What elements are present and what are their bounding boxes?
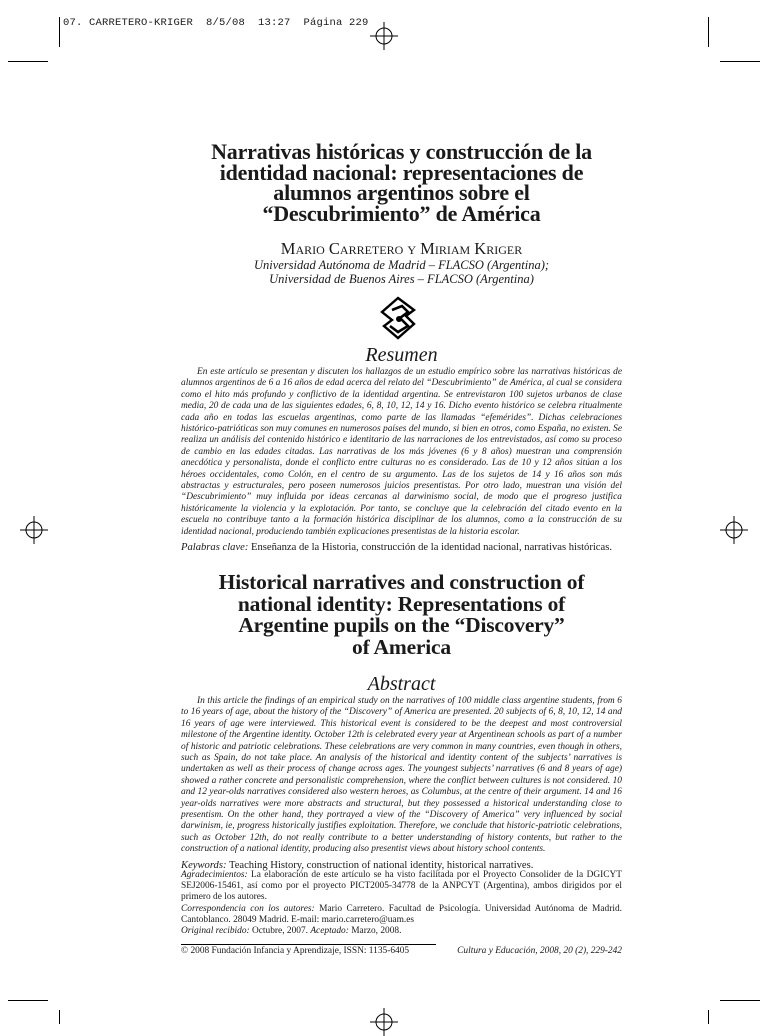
palabras-clave-text: Enseñanza de la Historia, construcción de la identidad nacional, narrativas históricas. bbox=[248, 542, 612, 554]
title-line: Narrativas históricas y construcción de la bbox=[211, 139, 592, 164]
abstract-section bbox=[181, 673, 622, 872]
registration-mark-icon bbox=[720, 516, 748, 544]
registration-mark-icon bbox=[370, 1008, 398, 1036]
crop-mark bbox=[59, 1010, 60, 1024]
resumen-section bbox=[181, 344, 622, 554]
spanish-title-block bbox=[181, 139, 622, 226]
correspondence bbox=[181, 904, 622, 926]
abstract-text: In this article the findings of an empirical study on the narratives of 100 middle class argentine students, from 6 to 16 years of age, about the history of the “Discovery” of America are presented. 20 subjects of 6, 8, 10, 12, 14 and 16 years of age were interviewed. This historical event is considered to be the deepest and most controversial milestone of the Argentine identity. October 12th is celebrated every year at Argentinean schools as part of a number of historic and patriotic celebrations. These celebrations are very common in many countries, even though in others, such as Spain, do not take place. An analysis of the historical and identity content of the subjects’ narratives is undertaken as well as their process of change across ages. The youngest subjects’ narratives (6 and 8 years of age) showed a rather concrete and personalistic comprehension, where the conflict between cultures is not considered. 10 and 12 year-olds narratives considered also western heroes, as Columbus, at the centre of their argument. 14 and 16 year-olds narratives were more abstracts and structural, but they possessed a historical understanding close to presentism. On the other hand, they portrayed a view of the “Discovery of America” very influenced by social darwinism, ie, progress historically justifies exploitation. Therefore, we conclude that historic-patriotic celebrations, such as October 12th, do not really contribute to a better understanding of history contents, but rather to the construction of a national identity, producing also presentist views about history school contents. bbox=[181, 696, 622, 855]
journal-logo-icon bbox=[378, 296, 420, 340]
keywords-text: Teaching History, construction of national identity, historical narratives. bbox=[226, 859, 534, 871]
author-block bbox=[181, 240, 622, 286]
received-accepted bbox=[181, 926, 622, 937]
title-line: national identity: Representations of bbox=[237, 591, 566, 616]
registration-mark-icon bbox=[20, 516, 48, 544]
title-line: Historical narratives and construction of bbox=[218, 570, 585, 594]
palabras-clave-label: Palabras clave: bbox=[181, 542, 249, 554]
article-title-en bbox=[181, 572, 622, 658]
crop-mark bbox=[8, 1000, 48, 1001]
accepted-label: Aceptado: bbox=[310, 926, 349, 937]
correspondence-text: Mario Carretero. Facultad de Psicología. Universidad Autónoma de Madrid. Cantoblanco. 28049 Madrid. E-mail: mario.carretero@uam.es bbox=[181, 903, 622, 925]
resumen-heading: Resumen bbox=[365, 344, 438, 366]
acknowledgements-text: La elaboración de este artículo se ha visto facilitada por el Proyecto Consolider de la DGICYT SEJ2006-15461, así como por el proyecto PICT2005-34778 de la ANPCYT (Argentina), ambos dirigidos por el primero de los autores. bbox=[181, 870, 622, 903]
printer-slug: 07. CARRETERO-KRIGER 8/5/08 13:27 Página 229 bbox=[63, 17, 369, 29]
registration-mark-icon bbox=[370, 22, 398, 50]
article-title-es bbox=[181, 139, 622, 226]
crop-mark bbox=[708, 17, 709, 47]
crop-mark bbox=[8, 61, 48, 62]
correspondence-label: Correspondencia con los autores: bbox=[181, 903, 315, 914]
english-title-block bbox=[181, 572, 622, 658]
footnotes bbox=[181, 870, 622, 937]
affiliation-line: Universidad de Buenos Aires – FLACSO (Argentina) bbox=[269, 272, 534, 286]
received-label: Original recibido: bbox=[181, 926, 250, 937]
keywords-label: Keywords: bbox=[181, 859, 227, 871]
title-line: alumnos argentinos sobre el bbox=[273, 180, 530, 205]
received-text: Octubre, 2007. bbox=[249, 926, 311, 937]
copyright-line: © 2008 Fundación Infancia y Aprendizaje, ISSN: 1135-6405 bbox=[181, 946, 410, 956]
footer-rule bbox=[181, 944, 436, 945]
acknowledgements bbox=[181, 870, 622, 904]
accepted-text: Marzo, 2008. bbox=[348, 926, 402, 937]
title-line: Argentine pupils on the “Discovery” bbox=[238, 613, 565, 637]
abstract-heading: Abstract bbox=[367, 673, 436, 695]
palabras-clave bbox=[181, 541, 622, 554]
title-line: “Descubrimiento” de América bbox=[262, 200, 541, 226]
crop-mark bbox=[59, 17, 60, 47]
resumen-text: En este artículo se presentan y discuten los hallazgos de un estudio empírico sobre las narrativas históricas de alumnos argentinos de 6 a 16 años de edad acerca del relato del “Descubrimiento” de América, al cual se considera como el hito más profundo y conflictivo de la identidad argentina. Se entrevistaron 100 sujetos urbanos de clase media, 20 de cada una de las siguientes edades, 6, 8, 10, 12, 14 y 16. Dicho evento histórico se celebra ritualmente cada año en todas las escuelas argentinas, como parte de las llamadas “efemérides”. Dichas celebraciones histórico-patrióticas son muy comunes en numerosos países del mundo, si bien en otros, como España, no existen. Se realiza un análisis del contenido histórico e identitario de las narraciones de los entrevistados, así como su proceso de cambio en las edades citadas. Las narrativas de los más jóvenes (6 y 8 años) muestran una comprensión anecdótica y personalista, donde el conflicto entre culturas no es considerado. Las de 10 y 12 años sitúan a los héroes occidentales, como Colón, en el centro de su argumento. Las de los sujetos de 14 y 16 años son más abstractas y estructurales, pero poseen numerosos juicios presentistas. Por otro lado, muestran una visión del “Descubrimiento” muy influida por ideas cercanas al darwinismo social, de modo que el progreso justifica históricamente la violencia y la explotación. Por tanto, se concluye que la celebración del citado evento en la escuela no contribuye tanto a la formación histórica disciplinar de los alumnos, como a la construcción de su identidad nacional, produciendo también explicaciones presentistas de la historia escolar. bbox=[181, 367, 622, 537]
crop-mark bbox=[708, 1010, 709, 1024]
crop-mark bbox=[720, 61, 760, 62]
crop-mark bbox=[720, 1000, 760, 1001]
authors: Mario Carretero y Miriam Kriger bbox=[280, 239, 523, 258]
journal-citation: Cultura y Educación, 2008, 20 (2), 229-242 bbox=[457, 946, 622, 956]
affiliation-line: Universidad Autónoma de Madrid – FLACSO (Argentina); bbox=[253, 258, 550, 272]
acknowledgements-label: Agradecimientos: bbox=[181, 870, 248, 880]
title-line: of America bbox=[352, 634, 451, 659]
title-line: identidad nacional: representaciones de bbox=[219, 159, 584, 185]
